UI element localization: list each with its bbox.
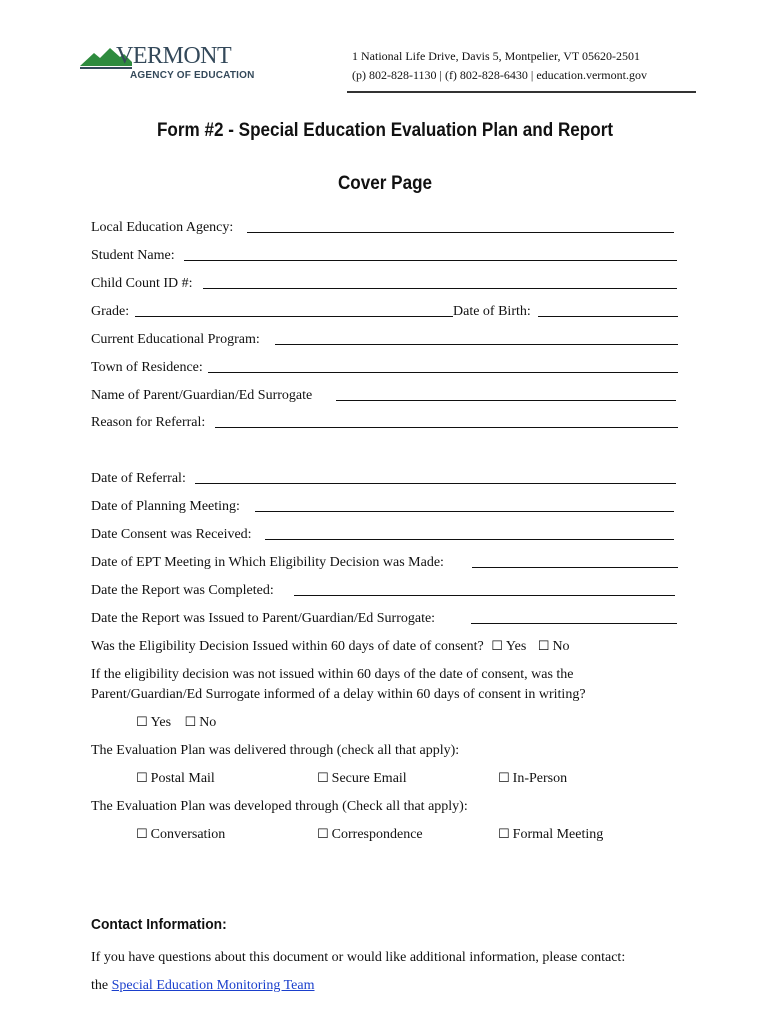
contact-heading: Contact Information: (91, 916, 227, 933)
parent-label: Name of Parent/Guardian/Ed Surrogate (91, 388, 313, 403)
in-person-option (498, 770, 567, 788)
date-planning-label: Date of Planning Meeting: (91, 499, 240, 514)
conversation-checkbox[interactable]: ☐ (136, 827, 148, 842)
page-subtitle: Cover Page (337, 173, 433, 194)
grade-field[interactable] (135, 316, 453, 317)
secure-email-label: Secure Email (331, 771, 407, 786)
date-consent-field[interactable] (265, 539, 674, 540)
formal-meeting-checkbox[interactable]: ☐ (498, 827, 510, 842)
agency-address (352, 47, 647, 85)
child-count-field[interactable] (203, 288, 677, 289)
program-label: Current Educational Program: (91, 332, 260, 347)
in-person-checkbox[interactable]: ☐ (498, 771, 510, 786)
dob-label: Date of Birth: (453, 304, 531, 319)
contact-line (91, 977, 315, 995)
contact-text: If you have questions about this document or would like additional information, please contact: (91, 950, 626, 965)
dob-field[interactable] (538, 316, 678, 317)
delay-yes-option (136, 714, 216, 732)
logo-subtitle: AGENCY OF EDUCATION (130, 70, 255, 81)
delay-no-checkbox[interactable]: ☐ (184, 715, 197, 730)
student-name-label: Student Name: (91, 248, 175, 263)
town-label: Town of Residence: (91, 360, 203, 375)
eligibility-question-text: Was the Eligibility Decision Issued within 60 days of date of consent? (91, 639, 484, 654)
conversation-label: Conversation (150, 827, 226, 842)
date-issued-label: Date the Report was Issued to Parent/Guardian/Ed Surrogate: (91, 611, 436, 626)
delay-question-line2: Parent/Guardian/Ed Surrogate informed of a delay within 60 days of consent in writing? (91, 687, 586, 702)
contact-prefix: the (91, 978, 109, 993)
no-label: No (552, 639, 570, 654)
in-person-label: In-Person (512, 771, 568, 786)
vermont-aoe-logo (80, 44, 255, 86)
address-line: 1 National Life Drive, Davis 5, Montpelier, VT 05620-2501 (352, 49, 641, 63)
date-planning-field[interactable] (255, 511, 674, 512)
date-completed-field[interactable] (294, 595, 675, 596)
delivered-question: The Evaluation Plan was delivered through (check all that apply): (91, 743, 460, 758)
delay-no-label: No (199, 715, 217, 730)
lea-label: Local Education Agency: (91, 220, 234, 235)
date-referral-field[interactable] (195, 483, 676, 484)
yes-checkbox[interactable]: ☐ (491, 639, 503, 654)
conversation-option (136, 826, 225, 844)
yes-label: Yes (505, 639, 527, 654)
header-divider (347, 91, 696, 93)
page-title: Form #2 - Special Education Evaluation Plan and Report (156, 120, 614, 141)
postal-mail-option (136, 770, 215, 788)
lea-field[interactable] (247, 232, 674, 233)
date-issued-field[interactable] (471, 623, 677, 624)
grade-label: Grade: (91, 304, 130, 319)
eligibility-question (91, 638, 570, 656)
town-field[interactable] (208, 372, 678, 373)
date-ept-label: Date of EPT Meeting in Which Eligibility Decision was Made: (91, 555, 444, 570)
date-ept-field[interactable] (472, 567, 678, 568)
delay-yes-checkbox[interactable]: ☐ (136, 715, 148, 730)
secure-email-checkbox[interactable]: ☐ (317, 771, 329, 786)
delay-yes-label: Yes (150, 715, 172, 730)
contact-line: (p) 802-828-1130 | (f) 802-828-6430 | education.vermont.gov (352, 68, 647, 82)
student-name-field[interactable] (184, 260, 677, 261)
correspondence-option (317, 826, 423, 844)
logo-wordmark: VERMONT (116, 43, 232, 69)
reason-label: Reason for Referral: (91, 415, 206, 430)
date-completed-label: Date the Report was Completed: (91, 583, 274, 598)
secure-email-option (317, 770, 407, 788)
no-checkbox[interactable]: ☐ (537, 639, 550, 654)
postal-mail-label: Postal Mail (150, 771, 215, 786)
developed-question: The Evaluation Plan was developed through (Check all that apply): (91, 799, 468, 814)
formal-meeting-option (498, 826, 603, 844)
postal-mail-checkbox[interactable]: ☐ (136, 771, 148, 786)
reason-field[interactable] (215, 427, 678, 428)
formal-meeting-label: Formal Meeting (512, 827, 604, 842)
parent-field[interactable] (336, 400, 676, 401)
child-count-label: Child Count ID #: (91, 276, 193, 291)
correspondence-checkbox[interactable]: ☐ (317, 827, 329, 842)
date-consent-label: Date Consent was Received: (91, 527, 252, 542)
delay-question-line1: If the eligibility decision was not issued within 60 days of the date of consent, was the (91, 667, 574, 682)
program-field[interactable] (275, 344, 678, 345)
date-referral-label: Date of Referral: (91, 471, 186, 486)
monitoring-team-link[interactable]: Special Education Monitoring Team (111, 978, 315, 993)
correspondence-label: Correspondence (331, 827, 423, 842)
